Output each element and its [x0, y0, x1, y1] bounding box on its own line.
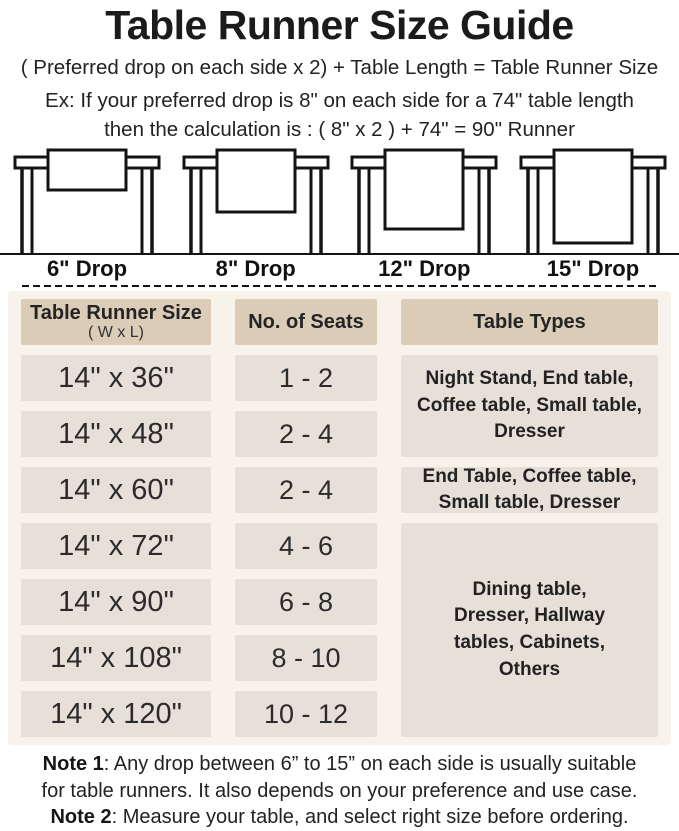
seats-cell-row2: 2 - 4: [235, 411, 377, 457]
table-runner-diagram-15-drop: [518, 148, 668, 253]
note-2-text: : Measure your table, and select right size before ordering.: [111, 806, 629, 828]
table-runner-diagram-12-drop: [349, 148, 499, 253]
seats-cell-row1: 1 - 2: [235, 355, 377, 401]
example-line-1: Ex: If your preferred drop is 8" on each side for a 74" table length: [45, 89, 634, 112]
types-group2-text: End Table, Coffee table, Small table, Dresser: [422, 466, 637, 513]
size-cell-row4: 14" x 72": [21, 523, 211, 569]
note-2-label: Note 2: [50, 806, 112, 828]
size-guide-table: [8, 291, 671, 745]
page-title: Table Runner Size Guide: [105, 2, 574, 48]
size-cell-row6: 14" x 108": [21, 635, 211, 681]
example-line-2: then the calculation is : ( 8" x 2 ) + 74" = 90" Runner: [104, 118, 575, 141]
table-with-runner-icon: [181, 148, 331, 253]
header-runner-size-label: Table Runner Size: [30, 301, 202, 324]
note-1-label: Note 1: [42, 753, 104, 775]
types-cell-group2: [401, 467, 658, 513]
table-runner-diagram-8-drop: [181, 148, 331, 253]
types-cell-group1: [401, 355, 658, 457]
size-cell-row2: 14" x 48": [21, 411, 211, 457]
note-2: [0, 804, 679, 831]
header-table-types: Table Types: [401, 299, 658, 345]
header-runner-size: [21, 299, 211, 345]
drop-label-15: 15" Drop: [546, 256, 640, 281]
seats-cell-row7: 10 - 12: [235, 691, 377, 737]
notes-section: [0, 751, 679, 831]
size-cell-row1: 14" x 36": [21, 355, 211, 401]
drop-label-8: 8" Drop: [215, 256, 296, 281]
note-1: [0, 751, 679, 804]
table-diagrams-row: [0, 142, 679, 255]
formula-text: ( Preferred drop on each side x 2) + Table Length = Table Runner Size: [20, 56, 659, 79]
drop-label-12: 12" Drop: [378, 256, 471, 281]
table-with-runner-icon: [518, 148, 668, 253]
table-with-runner-icon: [349, 148, 499, 253]
dashed-divider: [22, 285, 657, 287]
types-cell-group3: [401, 523, 658, 737]
seats-cell-row6: 8 - 10: [235, 635, 377, 681]
header-no-of-seats: No. of Seats: [235, 299, 377, 345]
types-group3-text: Dining table, Dresser, Hallway tables, Cabinets, Others: [453, 578, 606, 680]
table-with-runner-icon: [12, 148, 162, 253]
size-cell-row3: 14" x 60": [21, 467, 211, 513]
seats-cell-row4: 4 - 6: [235, 523, 377, 569]
seats-cell-row3: 2 - 4: [235, 467, 377, 513]
drop-label-6: 6" Drop: [46, 256, 128, 281]
seats-cell-row5: 6 - 8: [235, 579, 377, 625]
note-1-text: : Any drop between 6” to 15” on each side is usually suitable for table runners. It also depends on your preference and use case.: [41, 753, 638, 802]
table-runner-diagram-6-drop: [12, 148, 162, 253]
size-cell-row7: 14" x 120": [21, 691, 211, 737]
types-group1-text: Night Stand, End table, Coffee table, Small table, Dresser: [417, 368, 642, 443]
size-cell-row5: 14" x 90": [21, 579, 211, 625]
header-runner-size-sublabel: ( W x L): [88, 323, 144, 341]
drop-labels-row: [0, 255, 679, 285]
